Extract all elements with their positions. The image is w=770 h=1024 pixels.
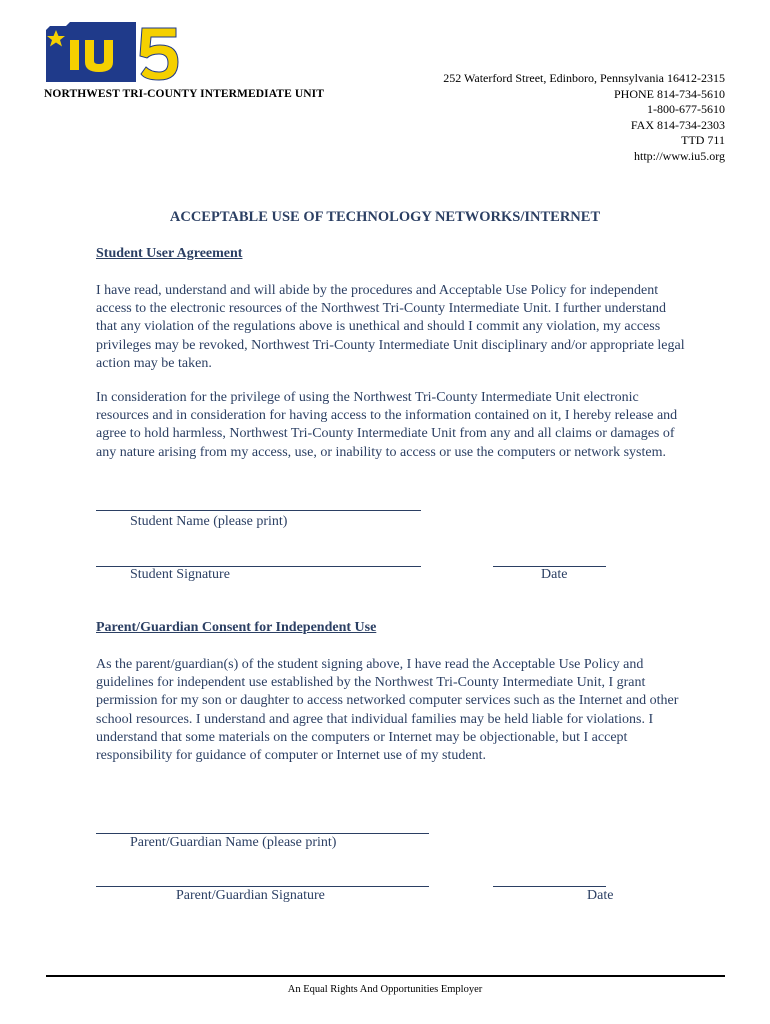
parent-name-label: Parent/Guardian Name (please print) [130,835,337,850]
fax-number: FAX 814-734-2303 [630,117,725,132]
parent-date-label: Date [587,888,614,903]
parent-date-line[interactable] [493,886,606,887]
logo-digit-5 [140,28,178,80]
student-name-label: Student Name (please print) [130,514,288,529]
website-link[interactable]: http://www.iu5.org [633,148,725,163]
logo-graphic [44,22,180,84]
iu5-logo [44,22,180,84]
ttd-number: TTD 711 [681,133,725,147]
student-agreement-paragraph-1: I have read, understand and will abide by the procedures and Acceptable Use Policy for independent access to the electronic resources of the Northwest Tri-County Intermediate Unit. I further understand that any violation of the regulations above is unethical and should I commit any violation, my access privileges may be revoked, Northwest Tri-County Intermediate Unit disciplinary and/or appropriate legal action may be taken. [96,283,685,371]
student-agreement-paragraph-2: In consideration for the privilege of using the Northwest Tri-County Intermediate Unit electronic resources and in consideration for having access to the information contained on it, I hereby release and agree to hold harmless, Northwest Tri-County Intermediate Unit from any and all claims or damages of any nature arising from my access, use, or inability to access or use the computers or network system. [96,390,678,460]
toll-free-number: 1-800-677-5610 [647,102,725,116]
contact-block [443,71,725,164]
student-name-line[interactable] [96,510,421,511]
footer-divider [46,975,725,977]
document-title: ACCEPTABLE USE OF TECHNOLOGY NETWORKS/INTERNET [169,209,601,225]
parent-name-line[interactable] [96,833,429,834]
organization-name: NORTHWEST TRI-COUNTY INTERMEDIATE UNIT [44,88,324,100]
parent-signature-line[interactable] [96,886,429,887]
parent-consent-heading: Parent/Guardian Consent for Independent Use [96,620,377,635]
student-agreement-heading: Student User Agreement [96,246,243,261]
phone-number: PHONE 814-734-5610 [614,86,725,101]
parent-signature-label: Parent/Guardian Signature [176,888,325,903]
logo-letter-i [70,40,79,70]
parent-consent-paragraph: As the parent/guardian(s) of the student signing above, I have read the Acceptable Use Policy and guidelines for independent use established by the Northwest Tri-County Intermediate Unit, I grant permission for my son or daughter to access networked computer services such as the Internet and other school resources. I understand and agree that individual families may be held liable for violations. I understand that some materials on the computers or Internet may be objectionable, but I accept responsibility for guidance of computer or Internet use of my student. [96,657,679,764]
student-date-label: Date [541,567,568,582]
footer-text: An Equal Rights And Opportunities Employer [287,984,483,995]
street-address: 252 Waterford Street, Edinboro, Pennsylvania 16412-2315 [443,71,725,85]
student-signature-label: Student Signature [130,567,230,582]
